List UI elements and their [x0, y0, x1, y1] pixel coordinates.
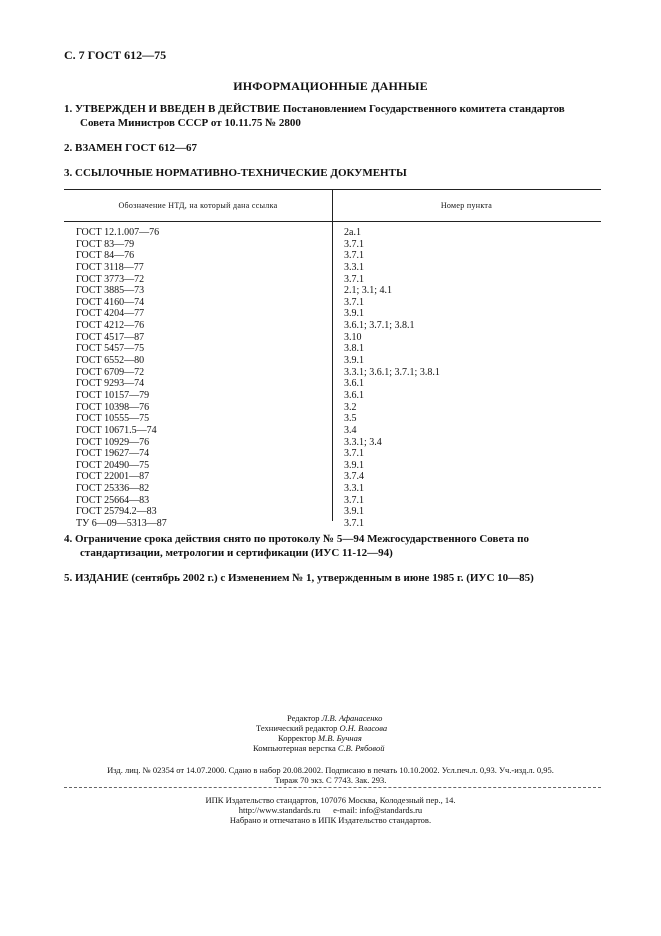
table-cell-document: ГОСТ 25336—82 [76, 483, 150, 495]
table-cell-clause: 3.7.1 [344, 238, 364, 250]
info-item-5 [64, 571, 601, 585]
table-cell-document: ГОСТ 4160—74 [76, 296, 145, 308]
table-cell-document: ГОСТ 5457—75 [76, 343, 145, 355]
table-column-divider [332, 189, 333, 521]
table-cell-clause: 2.1; 3.1; 4.1 [344, 285, 393, 297]
table-cell-clause: 3.3.1 [344, 483, 364, 495]
credit-label: Компьютерная верстка [253, 743, 336, 753]
item-text: Постановлением Государственного комитета стандартов [282, 103, 565, 115]
imprint-printed: Набрано и отпечатано в ИПК Издательство стандартов. [229, 815, 432, 825]
credit-corrector [278, 733, 362, 743]
table-cell-clause: 3.6.1 [344, 378, 364, 390]
table-cell-clause: 3.10 [344, 331, 362, 343]
table-cell-document: ГОСТ 25664—83 [76, 494, 150, 506]
credit-name: М.В. Бучная [318, 733, 362, 743]
table-cell-document: ГОСТ 25794.2—83 [76, 506, 157, 518]
item-continuation: стандартизации, метрологии и сертификации (ИУС 11-12—94) [80, 547, 393, 559]
item-text: ВЗАМЕН ГОСТ 612—67 [75, 142, 198, 154]
table-cell-clause: 3.9.1 [344, 355, 364, 367]
imprint-publisher: ИПК Издательство стандартов, 107076 Москва, Колодезный пер., 14. [205, 795, 456, 805]
table-cell-clause: 3.6.1; 3.7.1; 3.8.1 [344, 320, 415, 332]
credit-label: Корректор [278, 733, 316, 743]
table-cell-clause: 3.7.1 [344, 518, 364, 530]
table-header-clause: Номер пункта [440, 201, 493, 210]
item-text: ИЗДАНИЕ (сентябрь 2002 г.) с Изменением № 1, утвержденным в июне 1985 г. (ИУС 10—85) [75, 572, 534, 584]
item-number: 3. [64, 167, 73, 179]
table-cell-document: ГОСТ 4212—76 [76, 320, 145, 332]
item-number: 5. [64, 572, 73, 584]
table-cell-clause: 3.7.1 [344, 296, 364, 308]
credit-editor [287, 713, 382, 723]
table-cell-clause: 3.3.1; 3.4 [344, 436, 382, 448]
table-cell-document: ГОСТ 22001—87 [76, 471, 150, 483]
item-text: Ограничение срока действия снято по протоколу № 5—94 Межгосударственного Совета по [75, 533, 529, 545]
table-cell-document: ГОСТ 10929—76 [76, 436, 150, 448]
table-cell-clause: 3.7.1 [344, 494, 364, 506]
table-cell-clause: 2а.1 [344, 227, 361, 238]
table-cell-document: ГОСТ 12.1.007—76 [76, 227, 160, 238]
credit-name: Л.В. Афанасенко [321, 713, 383, 723]
table-cell-clause: 3.9.1 [344, 459, 364, 471]
imprint-divider [64, 787, 601, 788]
credit-label: Редактор [287, 713, 320, 723]
imprint-license: Изд. лиц. № 02354 от 14.07.2000. Сдано в набор 20.08.2002. Подписано в печать 10.10.2002. Усл.печ.л. 0,93. Уч.-изд.л. 0,95. [107, 765, 554, 775]
table-cell-document: ГОСТ 84—76 [76, 250, 135, 262]
table-column-documents [76, 227, 167, 530]
info-item-1 [64, 102, 601, 130]
table-cell-document: ГОСТ 3885—73 [76, 285, 145, 297]
table-cell-document: ГОСТ 10157—79 [76, 389, 150, 401]
table-cell-clause: 3.8.1 [344, 343, 364, 355]
table-cell-document: ГОСТ 10555—75 [76, 413, 150, 425]
imprint-print-run: Тираж 70 экз. С 7743. Зак. 293. [274, 775, 387, 785]
table-cell-clause: 3.4 [344, 424, 357, 436]
table-cell-document: ГОСТ 83—79 [76, 238, 135, 250]
table-cell-document: ГОСТ 6552—80 [76, 355, 145, 367]
table-cell-clause: 3.9.1 [344, 308, 364, 320]
item-continuation: Совета Министров СССР от 10.11.75 № 2800 [80, 117, 301, 129]
info-item-3 [64, 166, 601, 180]
table-cell-clause: 3.2 [344, 401, 357, 413]
table-cell-document: ГОСТ 20490—75 [76, 459, 150, 471]
imprint-contacts: http://www.standards.ru e-mail: info@standards.ru [238, 805, 423, 815]
table-cell-document: ГОСТ 19627—74 [76, 448, 150, 460]
table-cell-document: ГОСТ 10398—76 [76, 401, 150, 413]
credit-label: Технический редактор [256, 723, 338, 733]
table-cell-clause: 3.5 [344, 413, 357, 425]
item-number: 4. [64, 533, 73, 545]
table-cell-clause: 3.9.1 [344, 506, 364, 518]
credit-layout [253, 743, 385, 753]
table-header-document: Обозначение НТД, на который дана ссылка [118, 201, 278, 210]
item-number: 1. [64, 103, 73, 115]
table-cell-document: ГОСТ 9293—74 [76, 378, 145, 390]
table-cell-document: ТУ 6—09—5313—87 [76, 518, 167, 530]
section-title: ИНФОРМАЦИОННЫЕ ДАННЫЕ [233, 79, 428, 93]
table-cell-document: ГОСТ 10671.5—74 [76, 424, 157, 436]
credit-name: О.Н. Власова [339, 723, 388, 733]
table-cell-clause: 3.3.1 [344, 261, 364, 273]
table-column-clauses [344, 227, 440, 530]
table-cell-document: ГОСТ 4517—87 [76, 331, 145, 343]
table-cell-document: ГОСТ 3773—72 [76, 273, 145, 285]
credit-tech-editor [256, 723, 387, 733]
item-bold-text: УТВЕРЖДЕН И ВВЕДЕН В ДЕЙСТВИЕ [75, 103, 281, 115]
page-header: С. 7 ГОСТ 612—75 [64, 48, 167, 62]
table-cell-clause: 3.6.1 [344, 389, 364, 401]
table-cell-clause: 3.7.1 [344, 273, 364, 285]
item-text: ССЫЛОЧНЫЕ НОРМАТИВНО-ТЕХНИЧЕСКИЕ ДОКУМЕНТЫ [75, 167, 407, 179]
table-cell-document: ГОСТ 6709—72 [76, 366, 145, 378]
table-cell-document: ГОСТ 4204—77 [76, 308, 145, 320]
table-cell-clause: 3.7.1 [344, 250, 364, 262]
table-cell-clause: 3.7.4 [344, 471, 364, 483]
item-number: 2. [64, 142, 73, 154]
table-cell-document: ГОСТ 3118—77 [76, 261, 144, 273]
info-item-4 [64, 532, 601, 560]
table-cell-clause: 3.7.1 [344, 448, 364, 460]
credit-name: С.В. Рябовой [337, 743, 385, 753]
table-cell-clause: 3.3.1; 3.6.1; 3.7.1; 3.8.1 [344, 366, 440, 378]
info-item-2 [64, 141, 601, 155]
